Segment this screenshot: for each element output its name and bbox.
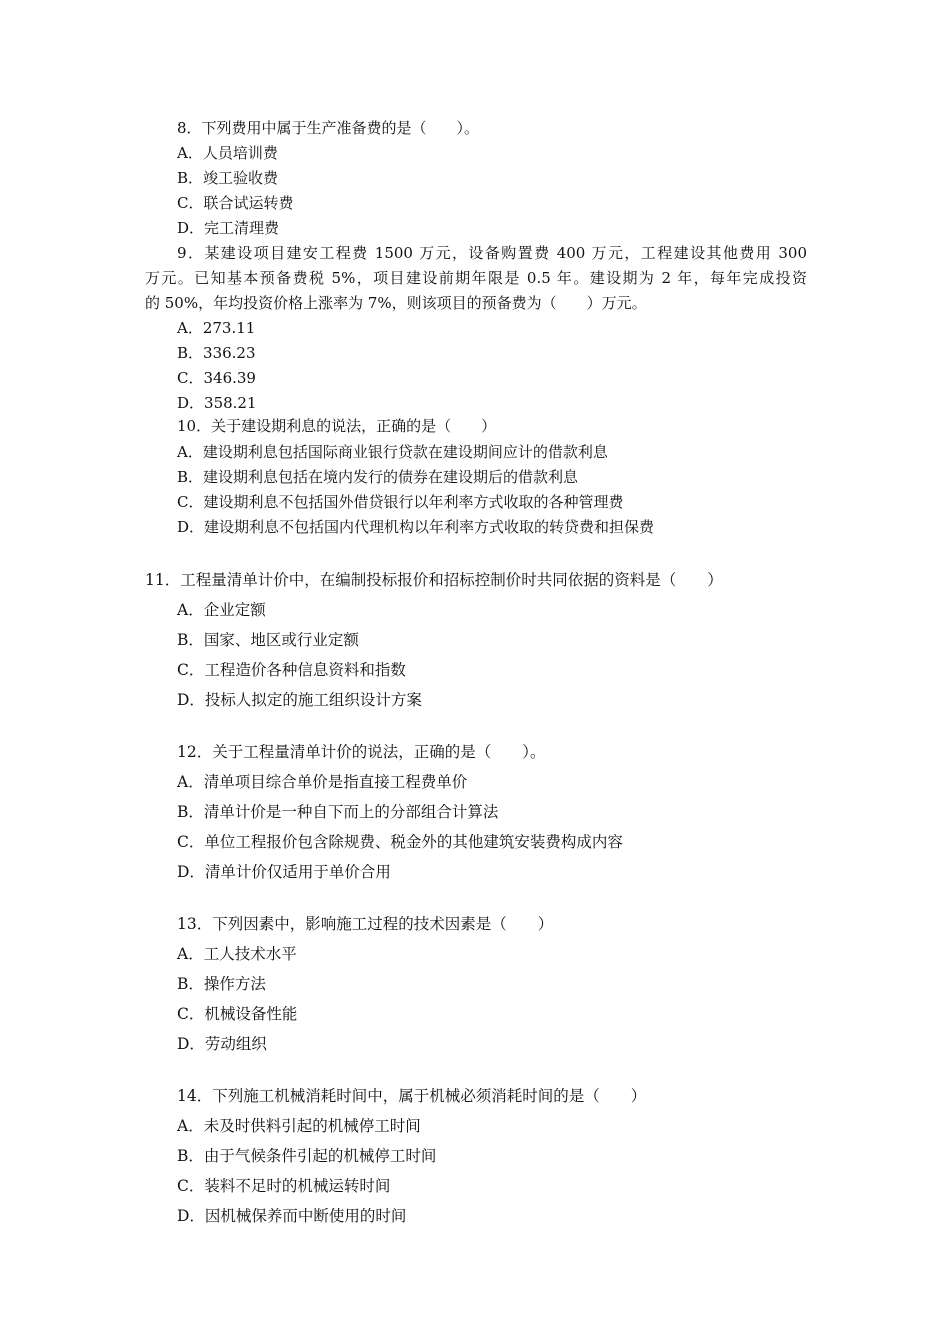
question-9-stem-line-2: 万元。已知基本预备费税 5%，项目建设前期年限是 0.5 年。建设期为 2 年，每年完成投资	[145, 269, 807, 287]
question-10-option-d: D．建设期利息不包括国内代理机构以年利率方式收取的转贷费和担保费	[177, 518, 655, 536]
question-8-option-d: D．完工清理费	[177, 219, 280, 237]
question-10-stem: 10．关于建设期利息的说法，正确的是（ ）	[177, 417, 497, 435]
question-8-option-a: A．人员培训费	[177, 144, 278, 162]
question-8-option-c: C．联合试运转费	[177, 194, 294, 212]
question-12-option-c: C．单位工程报价包含除规费、税金外的其他建筑安装费构成内容	[177, 833, 623, 851]
question-14-option-c: C．装料不足时的机械运转时间	[177, 1177, 391, 1195]
question-14-option-a: A．未及时供料引起的机械停工时间	[177, 1117, 421, 1135]
question-9-option-a: A．273.11	[177, 319, 256, 337]
question-8-option-b: B．竣工验收费	[177, 169, 279, 187]
question-12-stem: 12．关于工程量清单计价的说法，正确的是（ ）。	[177, 743, 546, 761]
question-10-option-c: C．建设期利息不包括国外借贷银行以年利率方式收取的各种管理费	[177, 493, 624, 511]
question-9-stem-line-3: 的 50%，年均投资价格上涨率为 7%，则该项目的预备费为（ ）万元。	[145, 294, 647, 312]
question-10-option-b: B．建设期利息包括在境内发行的债券在建设期后的借款利息	[177, 468, 579, 486]
question-13-stem: 13．下列因素中，影响施工过程的技术因素是（ ）	[177, 915, 554, 933]
question-12-option-d: D．清单计价仅适用于单价合用	[177, 863, 391, 881]
question-9-option-d: D．358.21	[177, 394, 257, 412]
question-9-stem-line-1: 9．某建设项目建安工程费 1500 万元，设备购置费 400 万元，工程建设其他费用 300	[177, 244, 807, 262]
question-8-stem: 8．下列费用中属于生产准备费的是（ ）。	[177, 119, 480, 137]
question-9-option-b: B．336.23	[177, 344, 256, 362]
question-13-option-c: C．机械设备性能	[177, 1005, 298, 1023]
question-9-option-c: C．346.39	[177, 369, 256, 387]
question-14-option-b: B．由于气候条件引起的机械停工时间	[177, 1147, 437, 1165]
question-11-option-d: D．投标人拟定的施工组织设计方案	[177, 691, 422, 709]
question-12-option-a: A．清单项目综合单价是指直接工程费单价	[177, 773, 468, 791]
question-11-option-b: B．国家、地区或行业定额	[177, 631, 359, 649]
question-13-option-a: A．工人技术水平	[177, 945, 297, 963]
question-11-option-a: A．企业定额	[177, 601, 266, 619]
question-13-option-b: B．操作方法	[177, 975, 266, 993]
question-11-option-c: C．工程造价各种信息资料和指数	[177, 661, 406, 679]
question-14-option-d: D．因机械保养而中断使用的时间	[177, 1207, 407, 1225]
question-14-stem: 14．下列施工机械消耗时间中，属于机械必须消耗时间的是（ ）	[177, 1087, 647, 1105]
question-10-option-a: A．建设期利息包括国际商业银行贷款在建设期间应计的借款利息	[177, 443, 608, 461]
question-12-option-b: B．清单计价是一种自下而上的分部组合计算法	[177, 803, 499, 821]
question-11-stem: 11．工程量清单计价中，在编制投标报价和招标控制价时共同依据的资料是（ ）	[145, 571, 723, 589]
question-13-option-d: D．劳动组织	[177, 1035, 267, 1053]
